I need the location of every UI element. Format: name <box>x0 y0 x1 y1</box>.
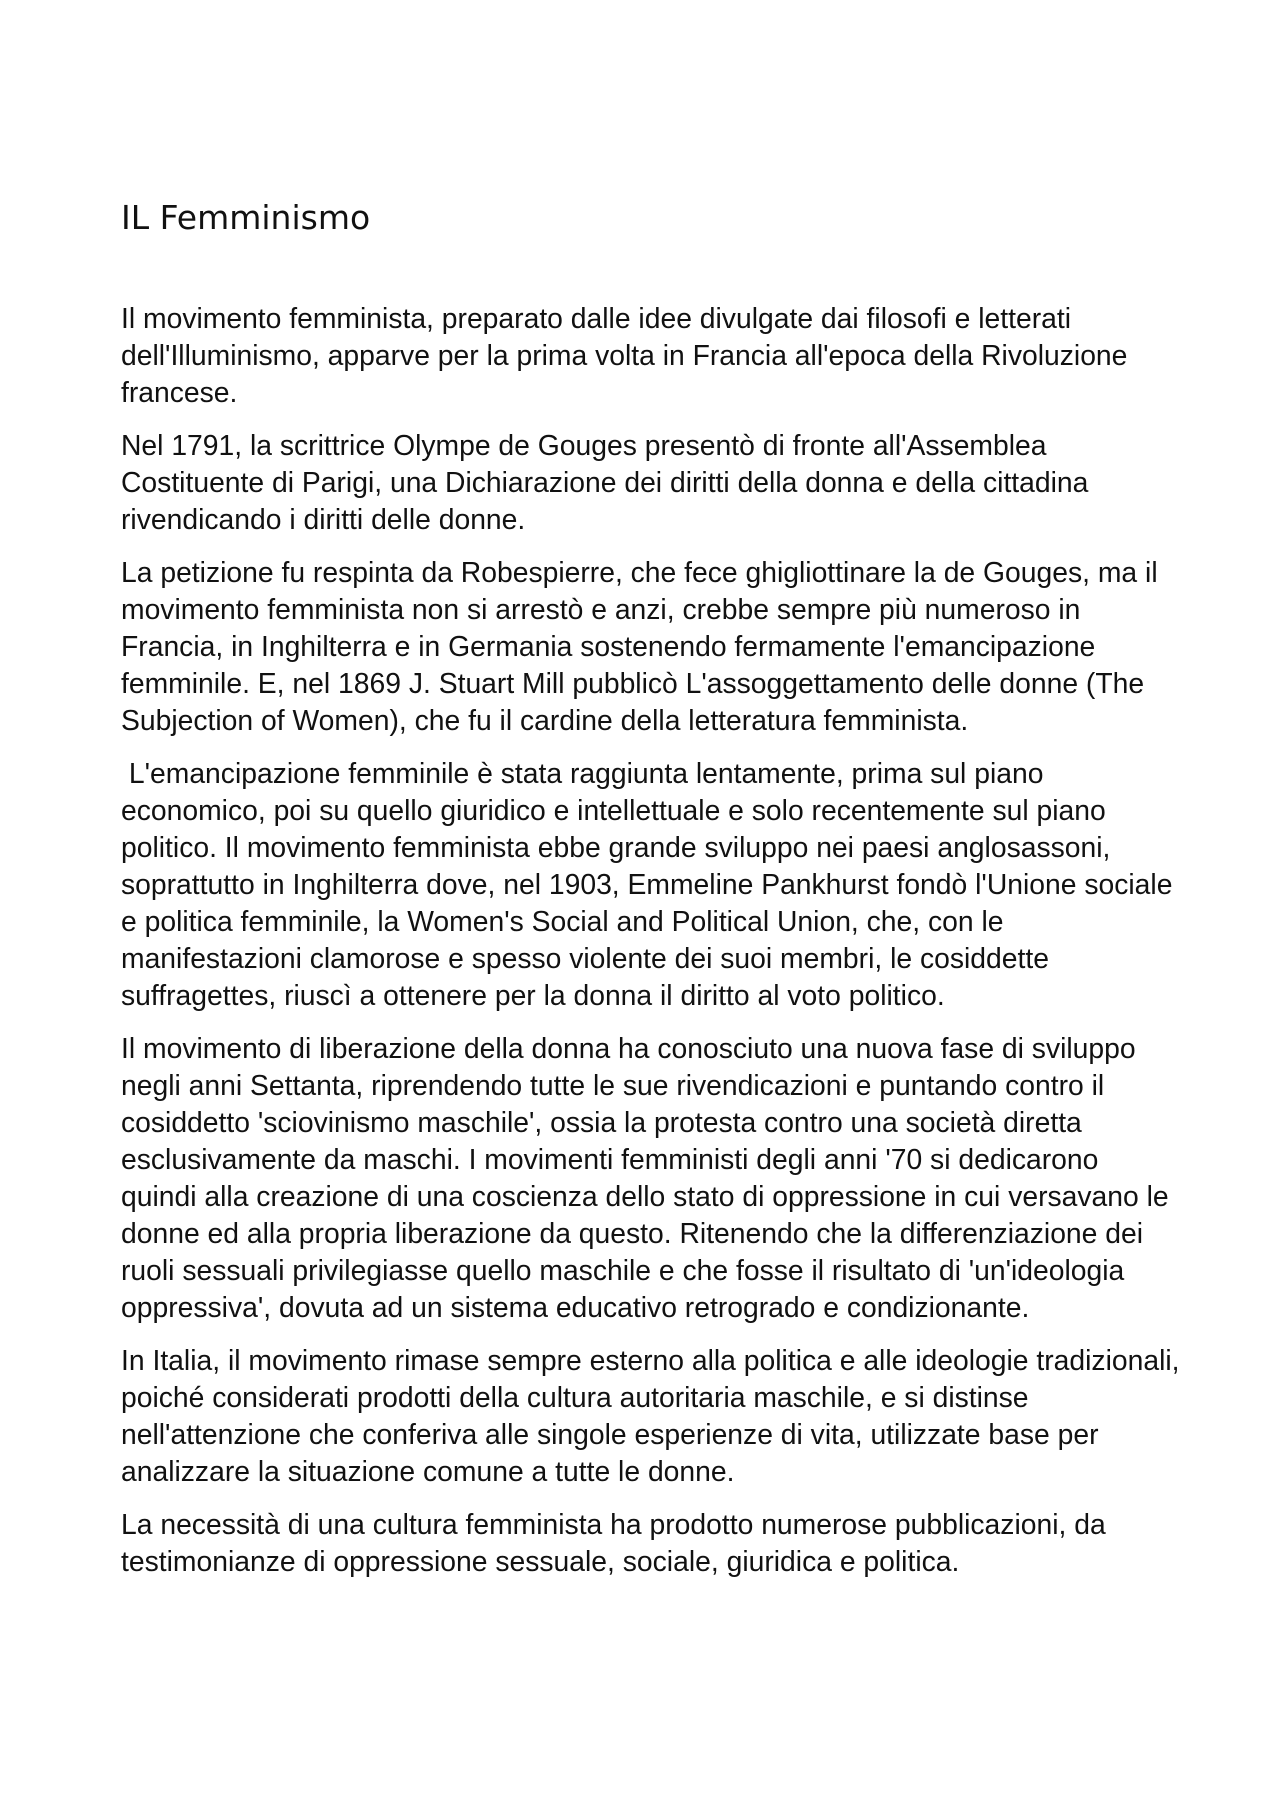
paragraph: L'emancipazione femminile è stata raggiunta lentamente, prima sul piano economico, poi su quello giuridico e intellettuale e solo recentemente sul piano politico. Il movimento femminista ebbe grande sviluppo nei paesi anglosassoni, soprattutto in Inghilterra dove, nel 1903, Emmeline Pankhurst fondò l'Unione sociale e politica femminile, la Women's Social and Political Union, che, con le manifestazioni clamorose e spesso violente dei suoi membri, le cosiddette suffragettes, riuscì a ottenere per la donna il diritto al voto politico. <box>121 757 1181 1011</box>
paragraph: In Italia, il movimento rimase sempre esterno alla politica e alle ideologie tradizionali, poiché considerati prodotti della cultura autoritaria maschile, e si distinse nell'attenzione che conferiva alle singole esperienze di vita, utilizzate base per analizzare la situazione comune a tutte le donne. <box>121 1344 1188 1487</box>
paragraph: Nel 1791, la scrittrice Olympe de Gouges presentò di fronte all'Assemblea Costituente di Parigi, una Dichiarazione dei diritti della donna e della cittadina rivendicando i diritti delle donne. <box>121 429 1097 535</box>
document-body <box>121 300 1188 1596</box>
paragraph: Il movimento di liberazione della donna ha conosciuto una nuova fase di sviluppo negli anni Settanta, riprendendo tutte le sue rivendicazioni e puntando contro il cosiddetto 'sciovinismo maschile', ossia la protesta contro una società diretta esclusivamente da maschi. I movimenti femministi degli anni '70 si dedicarono quindi alla creazione di una coscienza dello stato di oppressione in cui versavano le donne ed alla propria liberazione da questo. Ritenendo che la differenziazione dei ruoli sessuali privilegiasse quello maschile e che fosse il risultato di 'un'ideologia oppressiva', dovuta ad un sistema educativo retrogrado e condizionante. <box>121 1032 1177 1323</box>
document-title: IL Femminismo <box>121 198 371 237</box>
paragraph: La petizione fu respinta da Robespierre, che fece ghigliottinare la de Gouges, ma il movimento femminista non si arrestò e anzi, crebbe sempre più numeroso in Francia, in Inghilterra e in Germania sostenendo fermamente l'emancipazione femminile. E, nel 1869 J. Stuart Mill pubblicò L'assoggettamento delle donne (The Subjection of Women), che fu il cardine della letteratura femminista. <box>121 556 1166 736</box>
paragraph: Il movimento femminista, preparato dalle idee divulgate dai filosofi e letterati dell'Illuminismo, apparve per la prima volta in Francia all'epoca della Rivoluzione francese. <box>121 302 1136 408</box>
paragraph: La necessità di una cultura femminista ha prodotto numerose pubblicazioni, da testimonianze di oppressione sessuale, sociale, giuridica e politica. <box>121 1508 1114 1577</box>
